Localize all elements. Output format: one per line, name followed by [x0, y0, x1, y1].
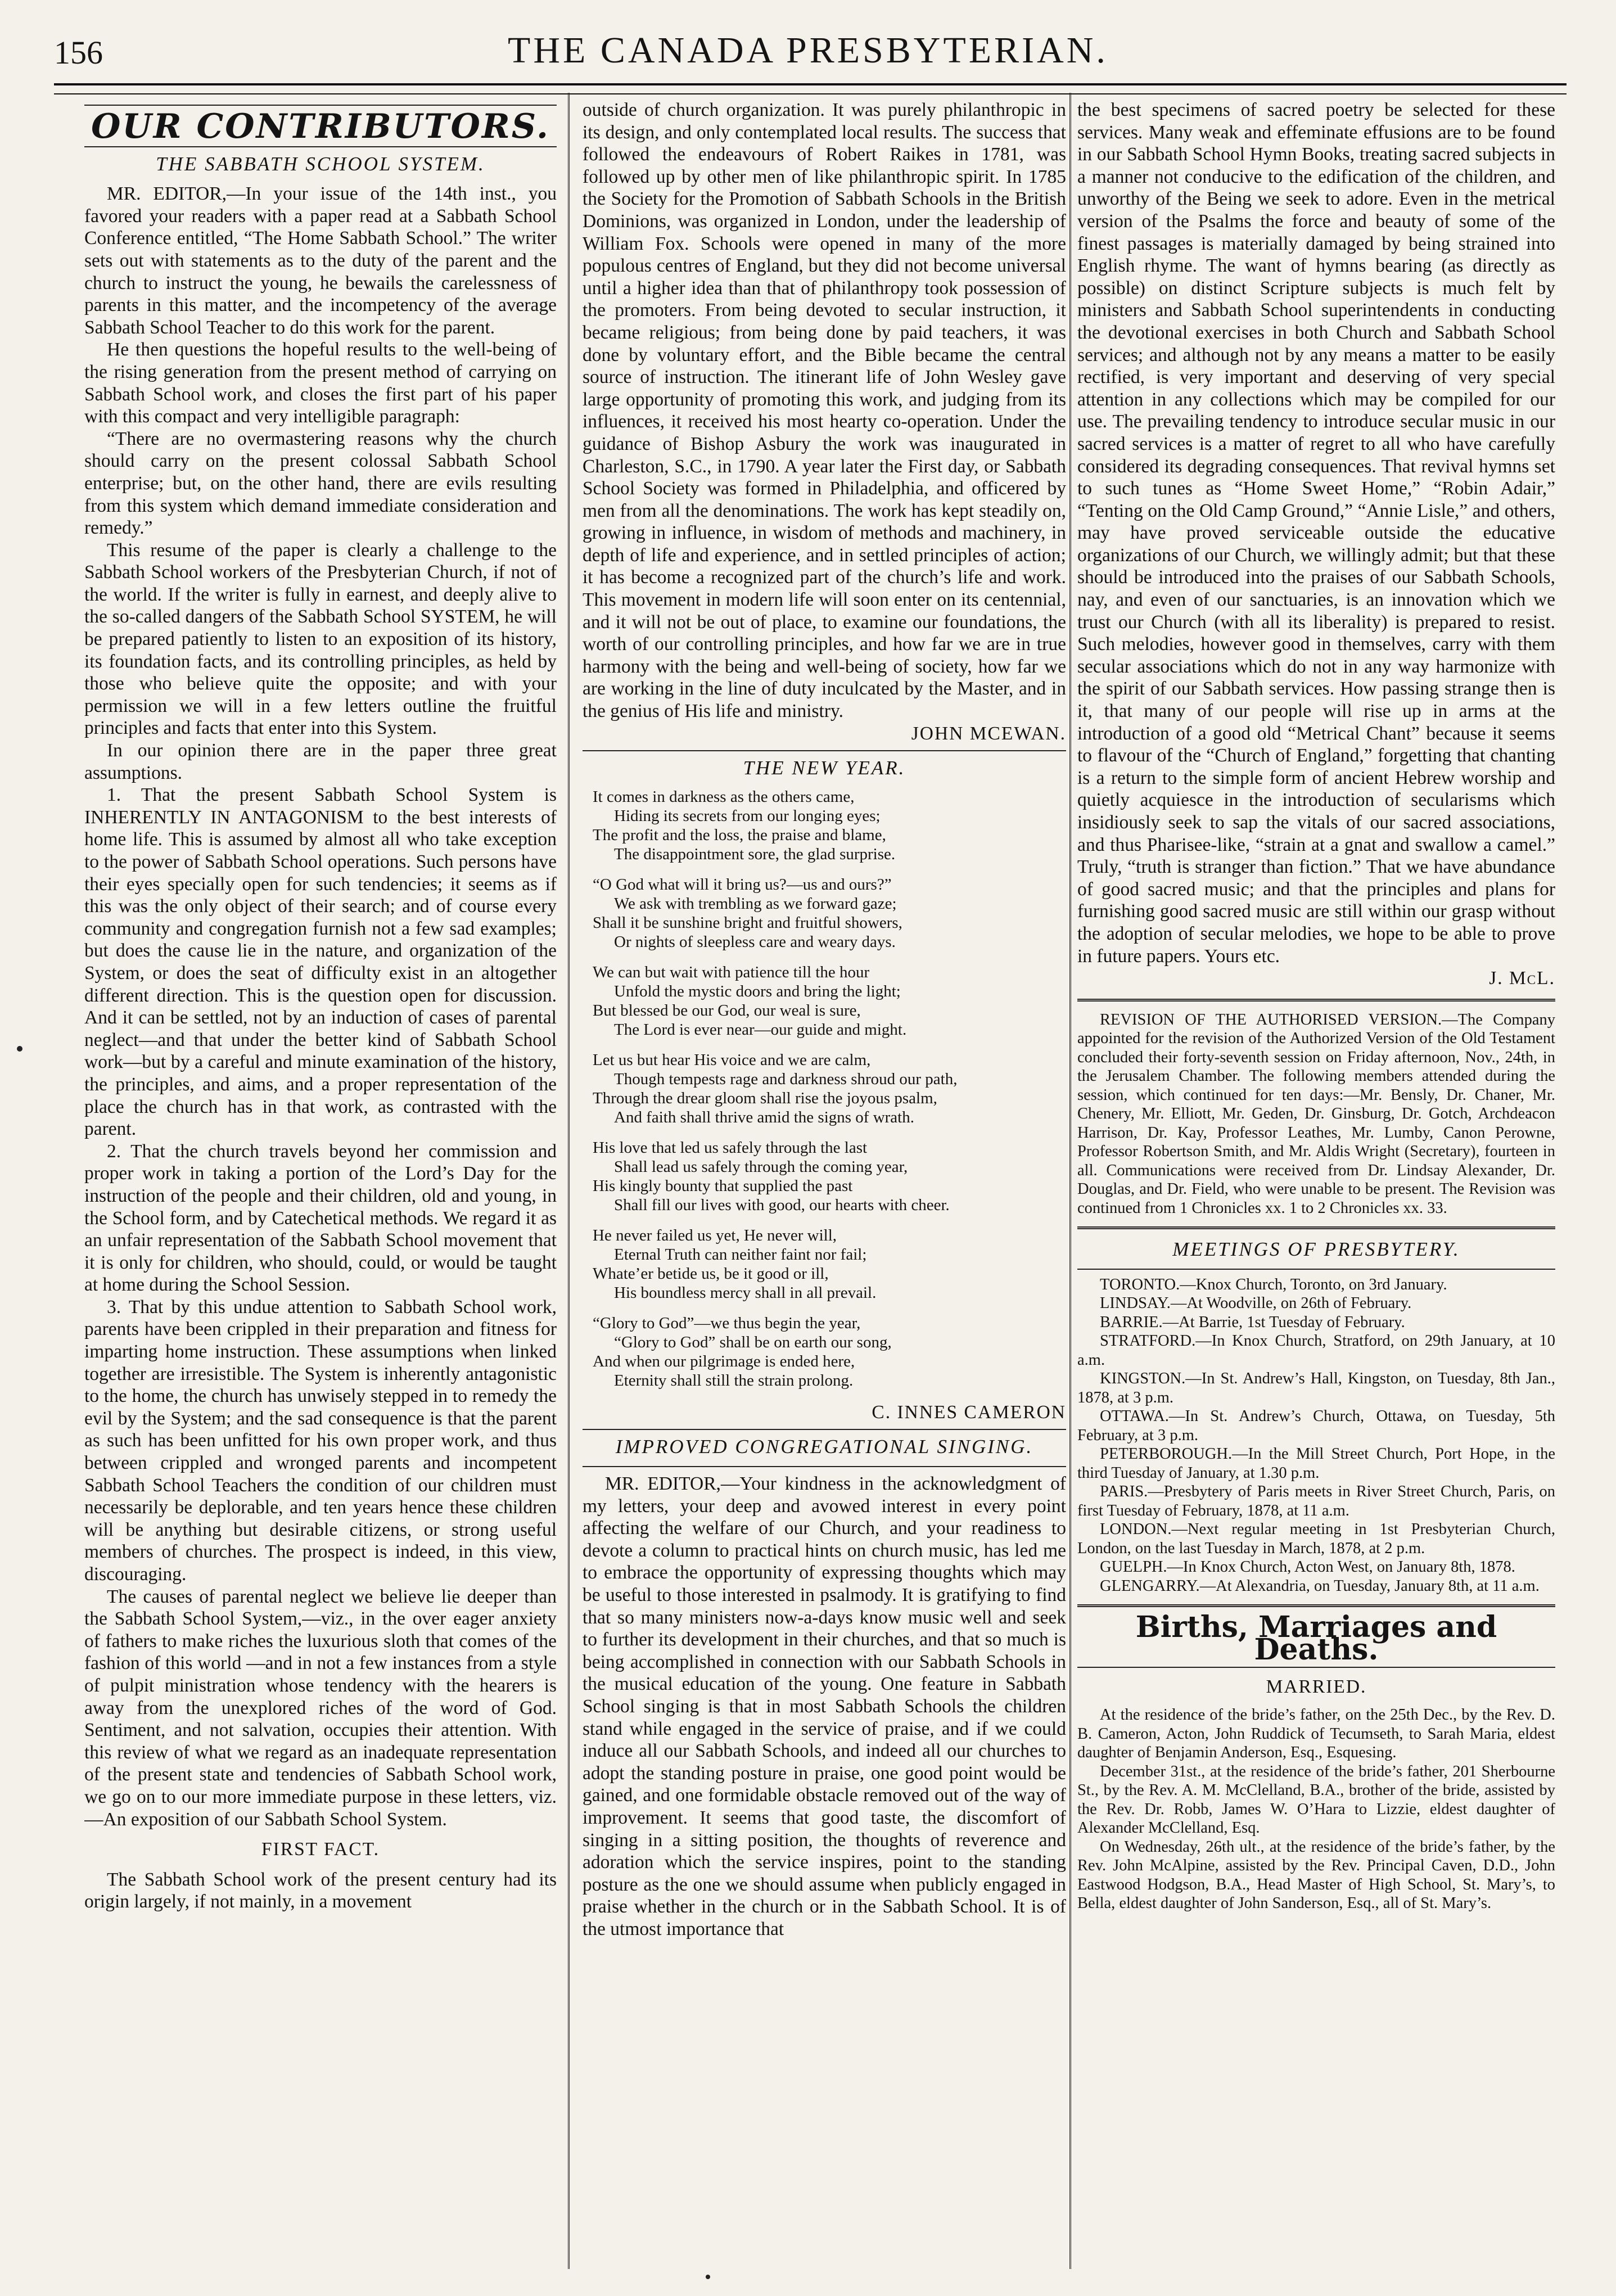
marriages-list	[1077, 1706, 1555, 1913]
poem-line: We can but wait with patience till the hour	[593, 963, 870, 981]
news-item: REVISION OF THE AUTHORISED VERSION.—The Company appointed for the revision of the Authorized Version of the Old Testament concluded their forty-seventh session on Friday afternoon, Nov., 24th, in the Jerusalem Chamber. The following members attended during the session, which continued for ten days:—Mr. Bensly, Dr. Chaner, Mr. Chenery, Mr. Elliott, Mr. Geden, Dr. Ginsburg, Dr. Gotch, Archdeacon Harrison, Dr. Kay, Professor Leathes, Mr. Lumby, Canon Perowne, Professor Robertson Smith, and Mr. Aldis Wright (Secretary), fourteen in all. Communications were received from Dr. Lindsay Alexander, Dr. Douglas, and Dr. Field, who were unable to be present. The Revision was continued from 1 Chronicles xx. 1 to 2 Chronicles xx. 33.	[1077, 1011, 1555, 1217]
signature: J. McL.	[1489, 968, 1555, 989]
poem-line: Though tempests rage and darkness shroud our path,	[614, 1070, 958, 1088]
column-2	[583, 99, 1066, 2275]
marriage-notice: December 31st., at the residence of the bride’s father, 201 Sherbourne St., by the Rev. A. M. McClelland, B.A., brother of the bride, assisted by the Rev. Dr. Robb, James W. O’Hara to Lizzie, eldest daughter of Alexander McClelland, Esq.	[1077, 1762, 1555, 1837]
column-3	[1077, 99, 1555, 2275]
masthead-rule	[54, 83, 1567, 94]
poem-line: Eternal Truth can neither faint nor fail;	[614, 1245, 867, 1264]
paragraph: 3. That by this undue attention to Sabbath School work, parents have been crippled in their preparation and fitness for imparting home instruction. These assumptions when linked together are irresistible. The System is inherently antagonistic to the home, the church has unwisely stepped in to remedy the evil by the System; and the sad consequence is that the parent as such has been unfitted for his own proper work, and thus between crippled and wronged parents and incompetent Sabbath School Teachers the condition of our children must necessarily be deplorable, and ten years hence these children will be anything but desirable citizens, or strong useful members of churches. The prospect is indeed, in this view, discouraging.	[84, 1296, 557, 1585]
poem-stanza	[593, 1138, 1066, 1215]
page-number: 156	[54, 34, 103, 71]
section-rule	[1077, 1269, 1555, 1270]
meeting-item: GLENGARRY.—At Alexandria, on Tuesday, January 8th, at 11 a.m.	[1100, 1577, 1540, 1595]
poem-line: “Glory to God”—we thus begin the year,	[593, 1314, 861, 1332]
poem-line: Shall fill our lives with good, our hearts with cheer.	[614, 1196, 950, 1214]
meeting-item: PARIS.—Presbytery of Paris meets in River Street Church, Paris, on first Tuesday of February, 1878, at 11 a.m.	[1077, 1483, 1555, 1519]
poem-line: Unfold the mystic doors and bring the light;	[614, 982, 901, 1000]
married-label: MARRIED.	[1266, 1676, 1367, 1697]
poem-stanza	[593, 1314, 1066, 1390]
poem-line: The profit and the loss, the praise and blame,	[593, 826, 886, 844]
poem-line: Or nights of sleepless care and weary days.	[614, 932, 896, 951]
section-rule	[583, 1466, 1066, 1467]
poem-stanza	[593, 1226, 1066, 1302]
poem-line: But blessed be our God, our weal is sure,	[593, 1001, 861, 1020]
paragraph: He then questions the hopeful results to the well-being of the rising generation from the present method of carrying on Sabbath School work, and closes the first part of his paper with this compact and very intelligible paragraph:	[84, 339, 557, 427]
poem-line: He never failed us yet, He never will,	[593, 1226, 837, 1244]
poem-line: Shall it be sunshine bright and fruitful showers,	[593, 913, 902, 932]
poem-stanza	[593, 1050, 1066, 1127]
poem	[583, 787, 1066, 1390]
poem-stanza	[593, 875, 1066, 951]
masthead: THE CANADA PRESBYTERIAN.	[508, 30, 1108, 71]
poem-line: We ask with trembling as we forward gaze;	[614, 894, 897, 913]
meeting-item: STRATFORD.—In Knox Church, Stratford, on 29th January, at 10 a.m.	[1077, 1332, 1555, 1369]
poem-line: The Lord is ever near—our guide and might.	[614, 1020, 907, 1039]
section-rule	[84, 105, 557, 106]
marriage-notice: On Wednesday, 26th ult., at the residence of the bride’s father, by the Rev. John McAlpine, assisted by the Rev. Principal Caven, D.D., John Eastwood Hodgson, B.A., Head Master of High School, St. Mary’s, to Bella, eldest daughter of John Sanderson, Esq., all of St. Mary’s.	[1077, 1838, 1555, 1912]
paragraph: the best specimens of sacred poetry be selected for these services. Many weak and effeminate effusions are to be found in our Sabbath School Hymn Books, treating sacred subjects in a manner not conducive to the edification of the children, and unworthy of the Being we seek to adore. Even in the metrical version of the Psalms the force and beauty of some of the finest passages is materially damaged by being strained into English rhyme. The want of hymns bearing (as directly as possible) on distinct Scripture subjects is much felt by ministers and Sabbath School superintendents in conducting the devotional exercises in both Church and Sabbath School services; and although not by any means a matter to be easily rectified, is very important and deserving of very special attention in any collections which may be compiled for our use. The prevailing tendency to introduce secular music in our sacred services is a matter of regret to all who have carefully considered its degrading consequences. That revival hymns set to such tunes as “Home Sweet Home,” “Robin Adair,” “Tenting on the Old Camp Ground,” “Annie Lisle,” and others, may have proved serviceable outside the educative organizations of our Church, we willingly admit; but that these should be introduced into the praises of our Sabbath Schools, nay, and even of our sanctuaries, is an innovation which we trust our Church (with all its liberality) is prepared to resist. Such melodies, however good in themselves, carry with them secular associations which do not in any way harmonize with the spirit of our Sabbath services. How passing strange then is it, that many of our people will rise up in arms at the introduction of a good old “Metrical Chant” because it seems to flavour of the “Church of England,” forgetting that chanting is a return to the simple form of ancient Hebrew worship and quietly acquiesce in the introduction of secularisms which insidiously seek to sap the vitals of our sacred associations, and thus Pharisee-like, “strain at a gnat and swallow a camel.” Truly, “truth is stranger than fiction.” That we have abundance of good sacred music; and that the principles and plans for furnishing good sacred music are still within our grasp without the adoption of secular melodies, we hope to be able to prove in future papers. Yours etc.	[1077, 100, 1555, 967]
poem-line: And faith shall thrive amid the signs of wrath.	[614, 1108, 914, 1126]
poem-line: His love that led us safely through the last	[593, 1138, 868, 1157]
subhead: FIRST FACT.	[261, 1839, 380, 1860]
bottom-mark	[706, 2275, 710, 2279]
poem-line: Eternity shall still the strain prolong.	[614, 1371, 854, 1390]
meeting-item: KINGSTON.—In St. Andrew’s Hall, Kingston, on Tuesday, 8th Jan., 1878, at 3 p.m.	[1077, 1370, 1555, 1406]
column-1	[84, 99, 557, 2275]
poem-line: Through the drear gloom shall rise the joyous psalm,	[593, 1089, 937, 1107]
column-divider	[568, 93, 570, 2269]
signature: JOHN MCEWAN.	[911, 723, 1066, 744]
poem-line: Whate’er betide us, be it good or ill,	[593, 1264, 829, 1283]
paragraph: This resume of the paper is clearly a challenge to the Sabbath School workers of the Presbyterian Church, if not of the world. If the writer is fully in earnest, and deeply alive to the so-called dangers of the Sabbath School SYSTEM, he will be prepared patiently to listen to an exposition of its history, its foundation facts, and its controlling principles, as held by those who believe quite the opposite; and with your permission we will in a few letters outline the fruitful principles and facts that enter into this System.	[84, 539, 557, 739]
article-title: IMPROVED CONGREGATIONAL SINGING.	[615, 1436, 1033, 1458]
meeting-item: LINDSAY.—At Woodville, on 26th of February.	[1100, 1294, 1412, 1312]
poem-line: The disappointment sore, the glad surprise.	[614, 845, 896, 863]
poem-title: THE NEW YEAR.	[743, 757, 906, 779]
paragraph: outside of church organization. It was purely philanthropic in its design, and only contemplated local results. The success that followed the endeavours of Robert Raikes in 1781, was followed up by other men of like philanthropic spirit. In 1785 the Society for the Promotion of Sabbath Schools in the British Dominions, was organized in London, under the leadership of William Fox. Schools were opened in many of the more populous centres of England, but they did not become universal until a higher idea than that of philanthropy took possession of the promoters. From being devoted to secular instruction, it became religious; from being done by paid teachers, it was done by voluntary effort, and the Bible became the central source of instruction. The itinerant life of John Wesley gave large opportunity of promoting this work, and judging from its influences, it received his most hearty co-operation. Under the guidance of Bishop Asbury the work was inaugurated in Charleston, S.C., in 1790. A year later the First day, or Sabbath School Society was formed in Philadelphia, and officered by men from all the denominations. The work has kept steadily on, growing in influence, in wisdom of methods and machinery, in depth of life and experience, and in settled principles of action; it has become a recognized part of the church’s life and work. This movement in modern life will soon enter on its centennial, and it will not be out of place, to examine our foundations, the worth of our controlling principles, and how far we are in true harmony with the being and well-being of society, how far we are working in the line of duty inculcated by the Master, and in the genius of His life and ministry.	[583, 100, 1066, 722]
meeting-item: BARRIE.—At Barrie, 1st Tuesday of February.	[1100, 1313, 1405, 1331]
meeting-item: LONDON.—Next regular meeting in 1st Presbyterian Church, London, on the last Tuesday in March, 1878, at 2 p.m.	[1077, 1521, 1555, 1557]
section-rule	[583, 750, 1066, 751]
section-rule	[1077, 1226, 1555, 1229]
paragraph: The Sabbath School work of the present century had its origin largely, if not mainly, in a movement	[84, 1869, 557, 1912]
meeting-item: TORONTO.—Knox Church, Toronto, on 3rd January.	[1100, 1275, 1447, 1293]
column-divider	[1069, 93, 1071, 2269]
section-heading: OUR CONTRIBUTORS.	[91, 107, 550, 146]
paragraph: 1. That the present Sabbath School System is INHERENTLY IN ANTAGONISM to the best interests of home life. This is assumed by almost all who take exception to the power of Sabbath School operations. Such persons have their eyes specially open for such tendencies; it seems as if this was the only object of their search; and of course every community and congregation furnish not a few sad examples; but does the cause lie in the nature, and organization of the System, or does the seat of difficulty exist in an altogether different direction. This is the question open for discussion. And it can be settled, not by an induction of cases of parental neglect—and that under the better kind of Sabbath School work—but by a careful and minute examination of the history, the principles, and aims, and a proper representation of the place the church has in that work, as contrasted with the parent.	[84, 784, 557, 1140]
paragraph: MR. EDITOR,—Your kindness in the acknowledgment of my letters, your deep and avowed interest in every point affecting the welfare of our Church, and your readiness to devote a column to practical hints on church music, has led me to embrace the opportunity of expressing thoughts which may be useful to those interested in psalmody. It is gratifying to find that so many ministers now-a-days know music well and seek to further its development in their churches, and that so much is being accomplished in connection with our Sabbath Schools in the musical education of the young. One feature in Sabbath School singing is that in most Sabbath Schools the children stand while engaged in the service of praise, and if we could induce all our Sabbath Schools, and indeed all our churches to adopt the standing posture in praise, one good point would be gained, and one formidable obstacle removed out of the way of improvement. It seems that good taste, the discomfort of singing in a sitting position, the thoughts of reverence and adoration which the service inspires, point to the standing posture as the one we should assume when publicly engaged in praise whether in the church or in the Sabbath School. It is of the utmost importance that	[583, 1473, 1066, 1939]
poem-line: “Glory to God” shall be on earth our song,	[614, 1333, 892, 1351]
margin-mark	[17, 1046, 22, 1052]
poem-line: His boundless mercy shall in all prevail.	[614, 1283, 877, 1302]
poem-signature: C. INNES CAMERON	[872, 1401, 1066, 1423]
article-title: THE SABBATH SCHOOL SYSTEM.	[156, 152, 485, 175]
poem-line: Shall lead us safely through the coming year,	[614, 1157, 908, 1176]
poem-line: Let us but hear His voice and we are calm,	[593, 1050, 871, 1069]
poem-line: Hiding its secrets from our longing eyes;	[614, 806, 881, 825]
meeting-item: OTTAWA.—In St. Andrew’s Church, Ottawa, on Tuesday, 5th February, at 3 p.m.	[1077, 1408, 1555, 1444]
poem-line: It comes in darkness as the others came,	[593, 787, 855, 806]
section-rule	[1077, 1604, 1555, 1607]
paragraph: In our opinion there are in the paper three great assumptions.	[84, 740, 557, 783]
bmd-heading: Births, Marriages and Deaths.	[1135, 1610, 1497, 1667]
poem-line: His kingly bounty that supplied the past	[593, 1176, 853, 1195]
poem-line: “O God what will it bring us?—us and ours?”	[593, 875, 892, 894]
section-rule	[583, 1429, 1066, 1430]
paragraph: MR. EDITOR,—In your issue of the 14th inst., you favored your readers with a paper read at a Sabbath School Conference entitled, “The Home Sabbath School.” The writer sets out with statements as to the duty of the parent and the church to instruct the young, he bewails the carelessness of parents in this matter, and the incompetency of the average Sabbath School Teacher to do this work for the parent.	[84, 183, 557, 338]
meeting-item: GUELPH.—In Knox Church, Acton West, on January 8th, 1878.	[1100, 1558, 1515, 1576]
poem-line: And when our pilgrimage is ended here,	[593, 1352, 855, 1370]
marriage-notice: At the residence of the bride’s father, on the 25th Dec., by the Rev. D. B. Cameron, Acton, John Ruddick of Tecumseth, to Sarah Maria, eldest daughter of Benjamin Anderson, Esq., Esquesing.	[1077, 1706, 1555, 1762]
meetings-list	[1077, 1275, 1555, 1596]
poem-stanza	[593, 963, 1066, 1039]
section-rule	[1077, 999, 1555, 1002]
paragraph: “There are no overmastering reasons why the church should carry on the present colossal Sabbath School enterprise; but, on the other hand, there are evils resulting from this system which demand immediate consideration and remedy.”	[84, 428, 557, 539]
paragraph: 2. That the church travels beyond her commission and proper work in taking a portion of the Lord’s Day for the instruction of the people and their children, old and young, in the School form, and by Catechetical methods. We regard it as an unfair representation of the Sabbath School movement that it is only for children, who should, could, or would be taught at home during the School Session.	[84, 1140, 557, 1296]
poem-stanza	[593, 787, 1066, 864]
meetings-title: MEETINGS OF PRESBYTERY.	[1172, 1238, 1460, 1261]
meeting-item: PETERBOROUGH.—In the Mill Street Church, Port Hope, in the third Tuesday of January, at 1.30 p.m.	[1077, 1445, 1555, 1482]
paragraph: The causes of parental neglect we believe lie deeper than the Sabbath School System,—viz., in the over eager anxiety of fathers to make riches the luxurious sloth that comes of the fashion of this world —and in not a few instances from a style of pulpit ministration whose tendency with the hearers is away from the unexplored riches of the word of God. Sentiment, and not salvation, occupies their attention. With this review of what we regard as an inadequate representation of the present state and tendencies of Sabbath School work, we go on to our more immediate purpose in these letters, viz.—An exposition of our Sabbath School System.	[84, 1586, 557, 1830]
